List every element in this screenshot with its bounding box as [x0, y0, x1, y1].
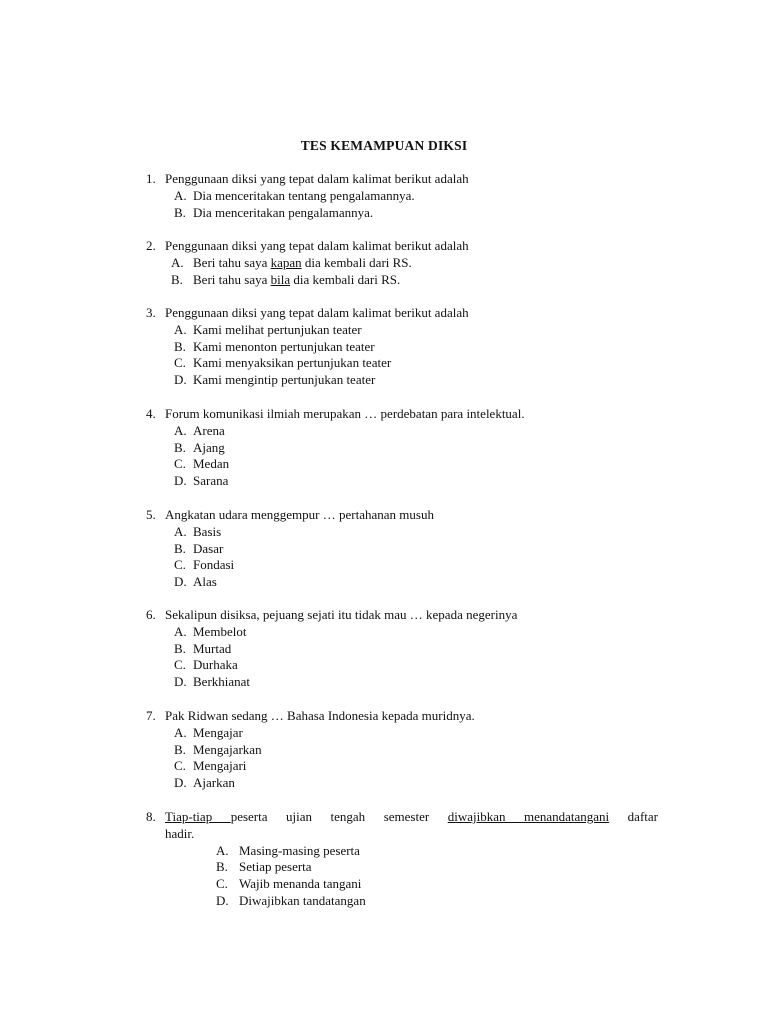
option-list: [174, 524, 658, 591]
question-text: Sekalipun disiksa, pejuang sejati itu tidak mau … kepada negerinya: [165, 607, 518, 622]
option-b: B. Ajang: [174, 439, 225, 455]
question-3: [146, 305, 658, 389]
question-text: Angkatan udara menggempur … pertahanan musuh: [165, 507, 434, 522]
underlined-word: kapan: [270, 254, 302, 270]
option-c: C. Kami menyaksikan pertunjukan teater: [174, 355, 392, 371]
option-b: B. Mengajarkan: [174, 741, 262, 757]
underlined-phrase: diwajibkan menandatangani: [447, 809, 610, 824]
option-a: A. Beri tahu saya kapan dia kembali dari RS.: [171, 254, 412, 270]
option-list: [174, 624, 658, 691]
question-text: Penggunaan diksi yang tepat dalam kalimat berikut adalah: [165, 238, 469, 253]
question-number: 5.: [146, 507, 156, 522]
question-number: 8.: [146, 809, 156, 824]
option-a: A. Membelot: [174, 623, 247, 639]
option-a: A. Mengajar: [174, 724, 243, 740]
question-number: 7.: [146, 708, 156, 723]
option-b: B. Dia menceritakan pengalamannya.: [174, 204, 374, 220]
option-b: B. Kami menonton pertunjukan teater: [174, 338, 375, 354]
question-number: 6.: [146, 607, 156, 622]
option-d: D. Sarana: [174, 473, 229, 489]
option-c: C. Medan: [174, 456, 230, 472]
underlined-word: bila: [270, 271, 291, 287]
question-text-continued: hadir.: [165, 825, 195, 841]
option-list: [174, 322, 658, 389]
question-8: [146, 809, 658, 910]
option-d: D. Diwajibkan tandatangan: [216, 892, 366, 908]
option-list: [216, 843, 658, 910]
option-c: C. Wajib menanda tangani: [216, 876, 362, 892]
question-6: [146, 607, 658, 691]
option-list: [171, 255, 658, 289]
question-text: Pak Ridwan sedang … Bahasa Indonesia kepada muridnya.: [165, 708, 475, 723]
question-text: Penggunaan diksi yang tepat dalam kalimat berikut adalah: [165, 171, 469, 186]
question-1: [146, 171, 658, 221]
option-d: D. Berkhianat: [174, 674, 251, 690]
option-d: D. Alas: [174, 574, 217, 590]
option-a: A. Kami melihat pertunjukan teater: [174, 321, 362, 337]
option-list: [174, 725, 658, 792]
question-number: 1.: [146, 171, 156, 186]
option-a: A. Basis: [174, 523, 222, 539]
option-d: D. Kami mengintip pertunjukan teater: [174, 372, 376, 388]
question-7: [146, 708, 658, 792]
option-list: [174, 423, 658, 490]
option-list: [174, 188, 658, 222]
option-c: C. Durhaka: [174, 657, 238, 673]
question-number: 3.: [146, 305, 156, 320]
question-number: 2.: [146, 238, 156, 253]
option-b: B. Setiap peserta: [216, 859, 312, 875]
option-a: A. Masing-masing peserta: [216, 842, 360, 858]
underlined-phrase: Tiap-tiap: [165, 809, 231, 824]
option-c: C. Mengajari: [174, 758, 247, 774]
option-d: D. Ajarkan: [174, 775, 235, 791]
document-title: TES KEMAMPUAN DIKSI: [300, 138, 468, 153]
question-4: [146, 406, 658, 490]
question-5: [146, 507, 658, 591]
question-number: 4.: [146, 406, 156, 421]
question-text: Forum komunikasi ilmiah merupakan … perdebatan para intelektual.: [165, 406, 525, 421]
question-text: Tiap-tiap peserta ujian tengah semester diwajibkan menandatangani daftar: [165, 809, 658, 824]
question-2: [146, 238, 658, 288]
option-a: A. Arena: [174, 422, 225, 438]
option-b: B. Beri tahu saya bila dia kembali dari RS.: [171, 271, 401, 287]
option-c: C. Fondasi: [174, 557, 235, 573]
option-a: A. Dia menceritakan tentang pengalamannya.: [174, 187, 415, 203]
option-b: B. Murtad: [174, 640, 232, 656]
question-text: Penggunaan diksi yang tepat dalam kalimat berikut adalah: [165, 305, 469, 320]
option-b: B. Dasar: [174, 540, 224, 556]
